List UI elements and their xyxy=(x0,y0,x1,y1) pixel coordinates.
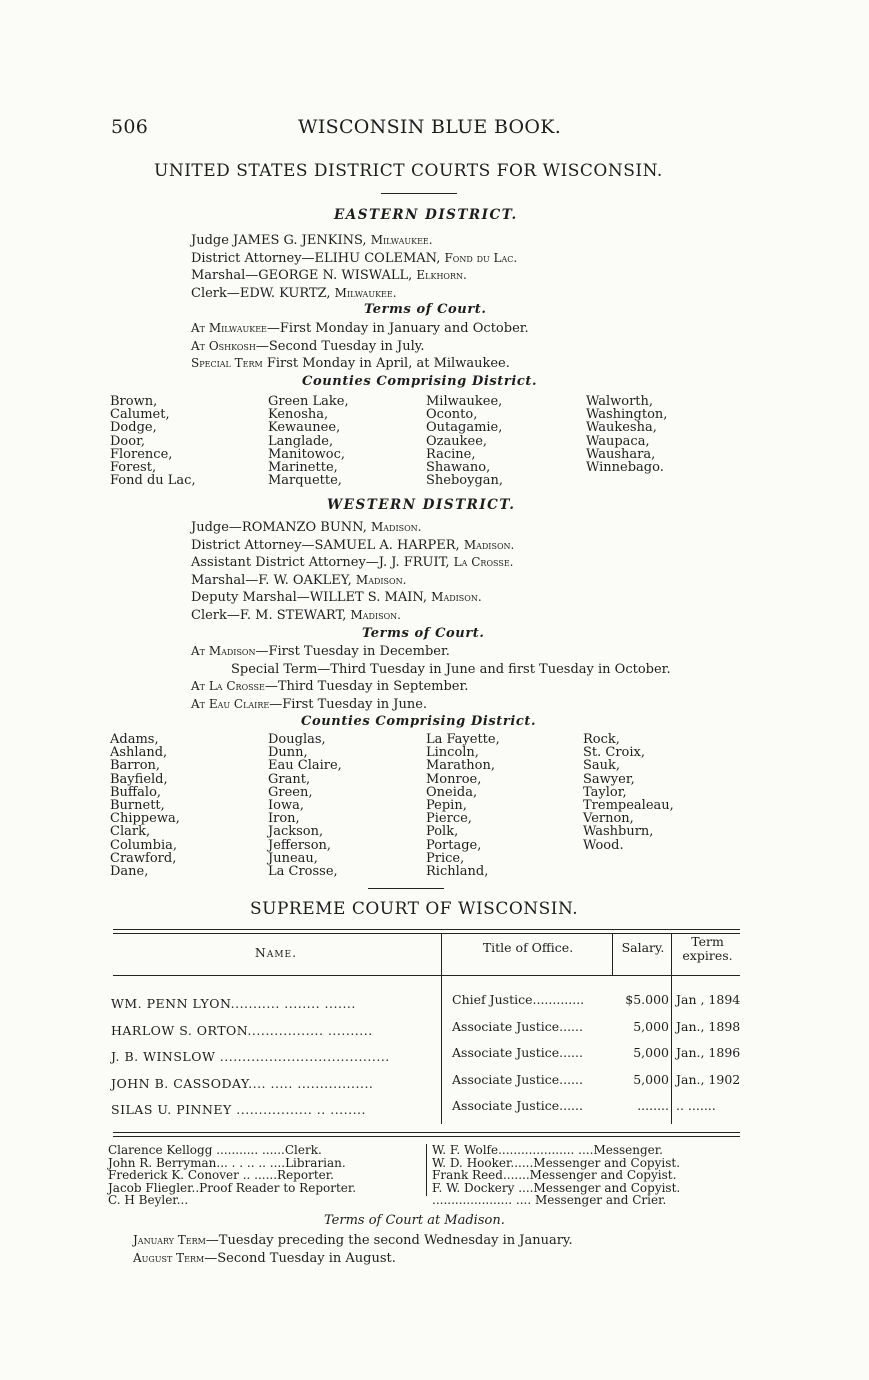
county-name: Taylor, xyxy=(583,784,627,800)
county-name: Waukesha, xyxy=(586,420,657,436)
supreme-terms xyxy=(133,1232,573,1267)
table-top-rule-2 xyxy=(113,933,740,934)
county-name: Fond du Lac, xyxy=(110,473,196,489)
staff-entry: W. D. Hooker......Messenger and Copyist. xyxy=(432,1155,681,1170)
county-name: Buffalo, xyxy=(110,784,162,800)
county-name: Crawford, xyxy=(110,850,177,866)
justice-term-expires: Jan., 1896 xyxy=(676,1045,741,1060)
col-header-expires: Term expires. xyxy=(682,934,733,963)
county-name: Grant, xyxy=(268,771,311,787)
county-name: Door, xyxy=(110,433,145,449)
eastern-terms-heading: Terms of Court. xyxy=(364,302,487,317)
county-name: Outagamie, xyxy=(426,420,503,436)
county-name: Sawyer, xyxy=(583,771,635,787)
term-line: At Milwaukee—First Monday in January and October. xyxy=(191,321,529,336)
county-column xyxy=(426,395,503,487)
term-line: Special Term—Third Tuesday in June and first Tuesday in October. xyxy=(231,661,671,677)
staff-entry: W. F. Wolfe.................... ....Messenger. xyxy=(432,1143,663,1157)
justice-term-expires: .. ....... xyxy=(676,1098,716,1113)
justice-salary: $5.000 xyxy=(625,992,669,1007)
county-name: Bayfield, xyxy=(110,771,168,787)
table-bottom-rule xyxy=(113,1132,740,1133)
county-column xyxy=(268,395,349,487)
county-name: Chippewa, xyxy=(110,811,180,827)
county-name: Washington, xyxy=(586,407,668,423)
county-name: La Fayette, xyxy=(426,732,500,747)
county-name: Wood. xyxy=(583,837,624,853)
justice-term-expires: Jan., 1898 xyxy=(676,1018,741,1034)
county-name: Price, xyxy=(426,850,465,866)
county-name: Pepin, xyxy=(426,797,467,813)
county-name: Vernon, xyxy=(583,811,634,827)
staff-entry: C. H Beyler... xyxy=(108,1193,189,1208)
county-name: Lincoln, xyxy=(426,745,479,761)
justice-name: JOHN B. CASSODAY.... ..... ................. xyxy=(111,1075,374,1091)
staff-entry: ..................... .... Messenger and Crier. xyxy=(432,1193,667,1208)
running-title: WISCONSIN BLUE BOOK. xyxy=(298,116,562,138)
county-name: Shawano, xyxy=(426,459,491,475)
term-line: August Term—Second Tuesday in August. xyxy=(133,1250,396,1266)
county-name: Waushara, xyxy=(586,446,656,462)
officer-line: District Attorney—ELIHU COLEMAN, Fond du Lac. xyxy=(191,250,518,266)
officer-line: Judge JAMES G. JENKINS, Milwaukee. xyxy=(191,233,433,248)
county-name: St. Croix, xyxy=(583,745,646,761)
staff-entry: Frank Reed.......Messenger and Copyist. xyxy=(432,1168,677,1183)
table-top-rule xyxy=(113,929,740,930)
table-header-rule xyxy=(113,975,740,976)
county-name: Green, xyxy=(268,784,313,800)
justice-office: Associate Justice...... xyxy=(452,1098,583,1113)
eastern-counties-heading: Counties Comprising District. xyxy=(302,374,538,389)
county-column xyxy=(110,395,196,487)
county-name: Jefferson, xyxy=(268,837,332,853)
justice-office: Chief Justice............. xyxy=(452,992,585,1007)
eastern-officers xyxy=(191,232,517,302)
county-name: La Crosse, xyxy=(268,863,338,879)
col-header-office: Title of Office. xyxy=(482,940,574,955)
justice-salary: 5,000 xyxy=(633,1071,669,1087)
western-heading: WESTERN DISTRICT. xyxy=(327,497,516,513)
table-divider xyxy=(612,934,613,976)
staff-entry: John R. Berryman... . . .. .. ....Librarian. xyxy=(108,1155,346,1170)
county-name: Marquette, xyxy=(268,473,342,489)
county-name: Oneida, xyxy=(426,784,478,800)
main-title: UNITED STATES DISTRICT COURTS FOR WISCONSIN. xyxy=(154,161,663,181)
county-name: Richland, xyxy=(426,863,489,879)
staff-entry: F. W. Dockery ....Messenger and Copyist. xyxy=(432,1180,681,1195)
county-name: Portage, xyxy=(426,837,482,853)
western-officers xyxy=(191,519,514,624)
eastern-terms xyxy=(191,320,529,373)
officer-line: Marshal—GEORGE N. WISWALL, Elkhorn. xyxy=(191,268,467,283)
term-line: Special Term First Monday in April, at Milwaukee. xyxy=(191,356,510,371)
table-divider xyxy=(441,934,442,1124)
col-header-salary: Salary. xyxy=(621,940,665,955)
county-name: Manitowoc, xyxy=(268,446,346,462)
county-name: Clark, xyxy=(110,824,151,840)
staff-divider xyxy=(426,1144,427,1196)
staff-entry: Jacob Fliegler..Proof Reader to Reporter. xyxy=(108,1180,357,1195)
county-name: Milwaukee, xyxy=(426,394,503,409)
county-name: Ashland, xyxy=(110,745,168,761)
officer-line: Marshal—F. W. OAKLEY, Madison. xyxy=(191,572,407,588)
term-line: At Eau Claire—First Tuesday in June. xyxy=(191,696,428,712)
county-name: Jackson, xyxy=(268,824,324,840)
eastern-heading: EASTERN DISTRICT. xyxy=(334,207,518,223)
justice-name: J. B. WINSLOW ...................................... xyxy=(111,1049,390,1064)
county-name: Oconto, xyxy=(426,407,478,423)
county-name: Marinette, xyxy=(268,459,338,475)
county-name: Waupaca, xyxy=(586,433,650,449)
staff-entry: Clarence Kellogg ........... ......Clerk. xyxy=(108,1143,322,1157)
justice-salary: 5,000 xyxy=(633,1018,669,1034)
table-divider xyxy=(671,934,672,1124)
supreme-title-rule xyxy=(368,888,444,889)
title-rule xyxy=(381,193,457,194)
justice-term-expires: Jan., 1902 xyxy=(676,1071,741,1087)
justice-office: Associate Justice...... xyxy=(452,1018,583,1034)
term-line: At La Crosse—Third Tuesday in September. xyxy=(191,679,469,694)
county-name: Washburn, xyxy=(583,824,654,840)
county-name: Eau Claire, xyxy=(268,758,342,774)
county-name: Florence, xyxy=(110,446,173,462)
county-name: Marathon, xyxy=(426,758,495,774)
officer-line: District Attorney—SAMUEL A. HARPER, Madison. xyxy=(191,537,515,553)
county-name: Kenosha, xyxy=(268,407,329,423)
page-number: 506 xyxy=(111,116,149,138)
county-name: Columbia, xyxy=(110,837,177,853)
county-name: Racine, xyxy=(426,446,476,462)
county-name: Dunn, xyxy=(268,745,308,761)
justice-name: SILAS U. PINNEY ................. .. ........ xyxy=(111,1102,367,1117)
county-name: Douglas, xyxy=(268,732,326,747)
county-name: Forest, xyxy=(110,459,157,475)
county-name: Sheboygan, xyxy=(426,473,504,489)
western-terms xyxy=(191,643,671,713)
justice-name: WM. PENN LYON........... ........ ....... xyxy=(111,996,356,1011)
county-name: Kewaunee, xyxy=(268,420,341,436)
justice-office: Associate Justice...... xyxy=(452,1071,583,1087)
officer-line: Clerk—EDW. KURTZ, Milwaukee. xyxy=(191,285,397,301)
term-line: January Term—Tuesday preceding the second Wednesday in January. xyxy=(133,1233,573,1248)
county-name: Trempealeau, xyxy=(583,797,674,813)
justice-salary: ........ xyxy=(637,1098,669,1113)
county-column xyxy=(110,733,180,878)
officer-line: Judge—ROMANZO BUNN, Madison. xyxy=(191,520,422,535)
col-header-name: Name. xyxy=(254,945,298,960)
table-bottom-rule-2 xyxy=(113,1136,740,1137)
county-name: Brown, xyxy=(110,394,158,409)
county-name: Green Lake, xyxy=(268,394,349,409)
western-counties-heading: Counties Comprising District. xyxy=(301,714,537,729)
county-name: Monroe, xyxy=(426,771,482,787)
officer-line: Assistant District Attorney—J. J. FRUIT, La Crosse. xyxy=(191,555,514,570)
county-name: Sauk, xyxy=(583,758,621,774)
county-name: Iowa, xyxy=(268,797,304,813)
justice-office: Associate Justice...... xyxy=(452,1045,583,1060)
county-name: Langlade, xyxy=(268,433,334,449)
county-name: Juneau, xyxy=(268,850,318,866)
county-name: Dane, xyxy=(110,863,149,879)
western-terms-heading: Terms of Court. xyxy=(362,626,485,641)
county-name: Burnett, xyxy=(110,797,165,813)
county-name: Rock, xyxy=(583,732,620,747)
justice-name: HARLOW S. ORTON................. .......... xyxy=(111,1022,373,1038)
county-column xyxy=(268,733,342,878)
county-name: Iron, xyxy=(268,811,300,827)
county-name: Calumet, xyxy=(110,407,170,423)
county-name: Pierce, xyxy=(426,811,472,827)
county-column xyxy=(583,733,674,852)
justice-salary: 5,000 xyxy=(633,1045,669,1060)
county-name: Walworth, xyxy=(586,394,654,409)
term-line: At Oshkosh—Second Tuesday in July. xyxy=(191,338,425,354)
staff-entry: Frederick K. Conover .. ......Reporter. xyxy=(108,1168,334,1183)
officer-line: Deputy Marshal—WILLET S. MAIN, Madison. xyxy=(191,590,482,605)
county-column xyxy=(586,395,667,474)
supreme-terms-heading: Terms of Court at Madison. xyxy=(324,1213,505,1228)
term-line: At Madison—First Tuesday in December. xyxy=(191,644,450,659)
supreme-title: SUPREME COURT OF WISCONSIN. xyxy=(250,899,579,919)
county-name: Winnebago. xyxy=(586,459,664,475)
county-column xyxy=(426,733,500,878)
officer-line: Clerk—F. M. STEWART, Madison. xyxy=(191,607,401,623)
county-name: Dodge, xyxy=(110,420,157,436)
justice-term-expires: Jan , 1894 xyxy=(676,992,741,1007)
county-name: Ozaukee, xyxy=(426,433,488,449)
county-name: Barron, xyxy=(110,758,161,774)
county-name: Polk, xyxy=(426,824,459,840)
county-name: Adams, xyxy=(110,732,159,747)
